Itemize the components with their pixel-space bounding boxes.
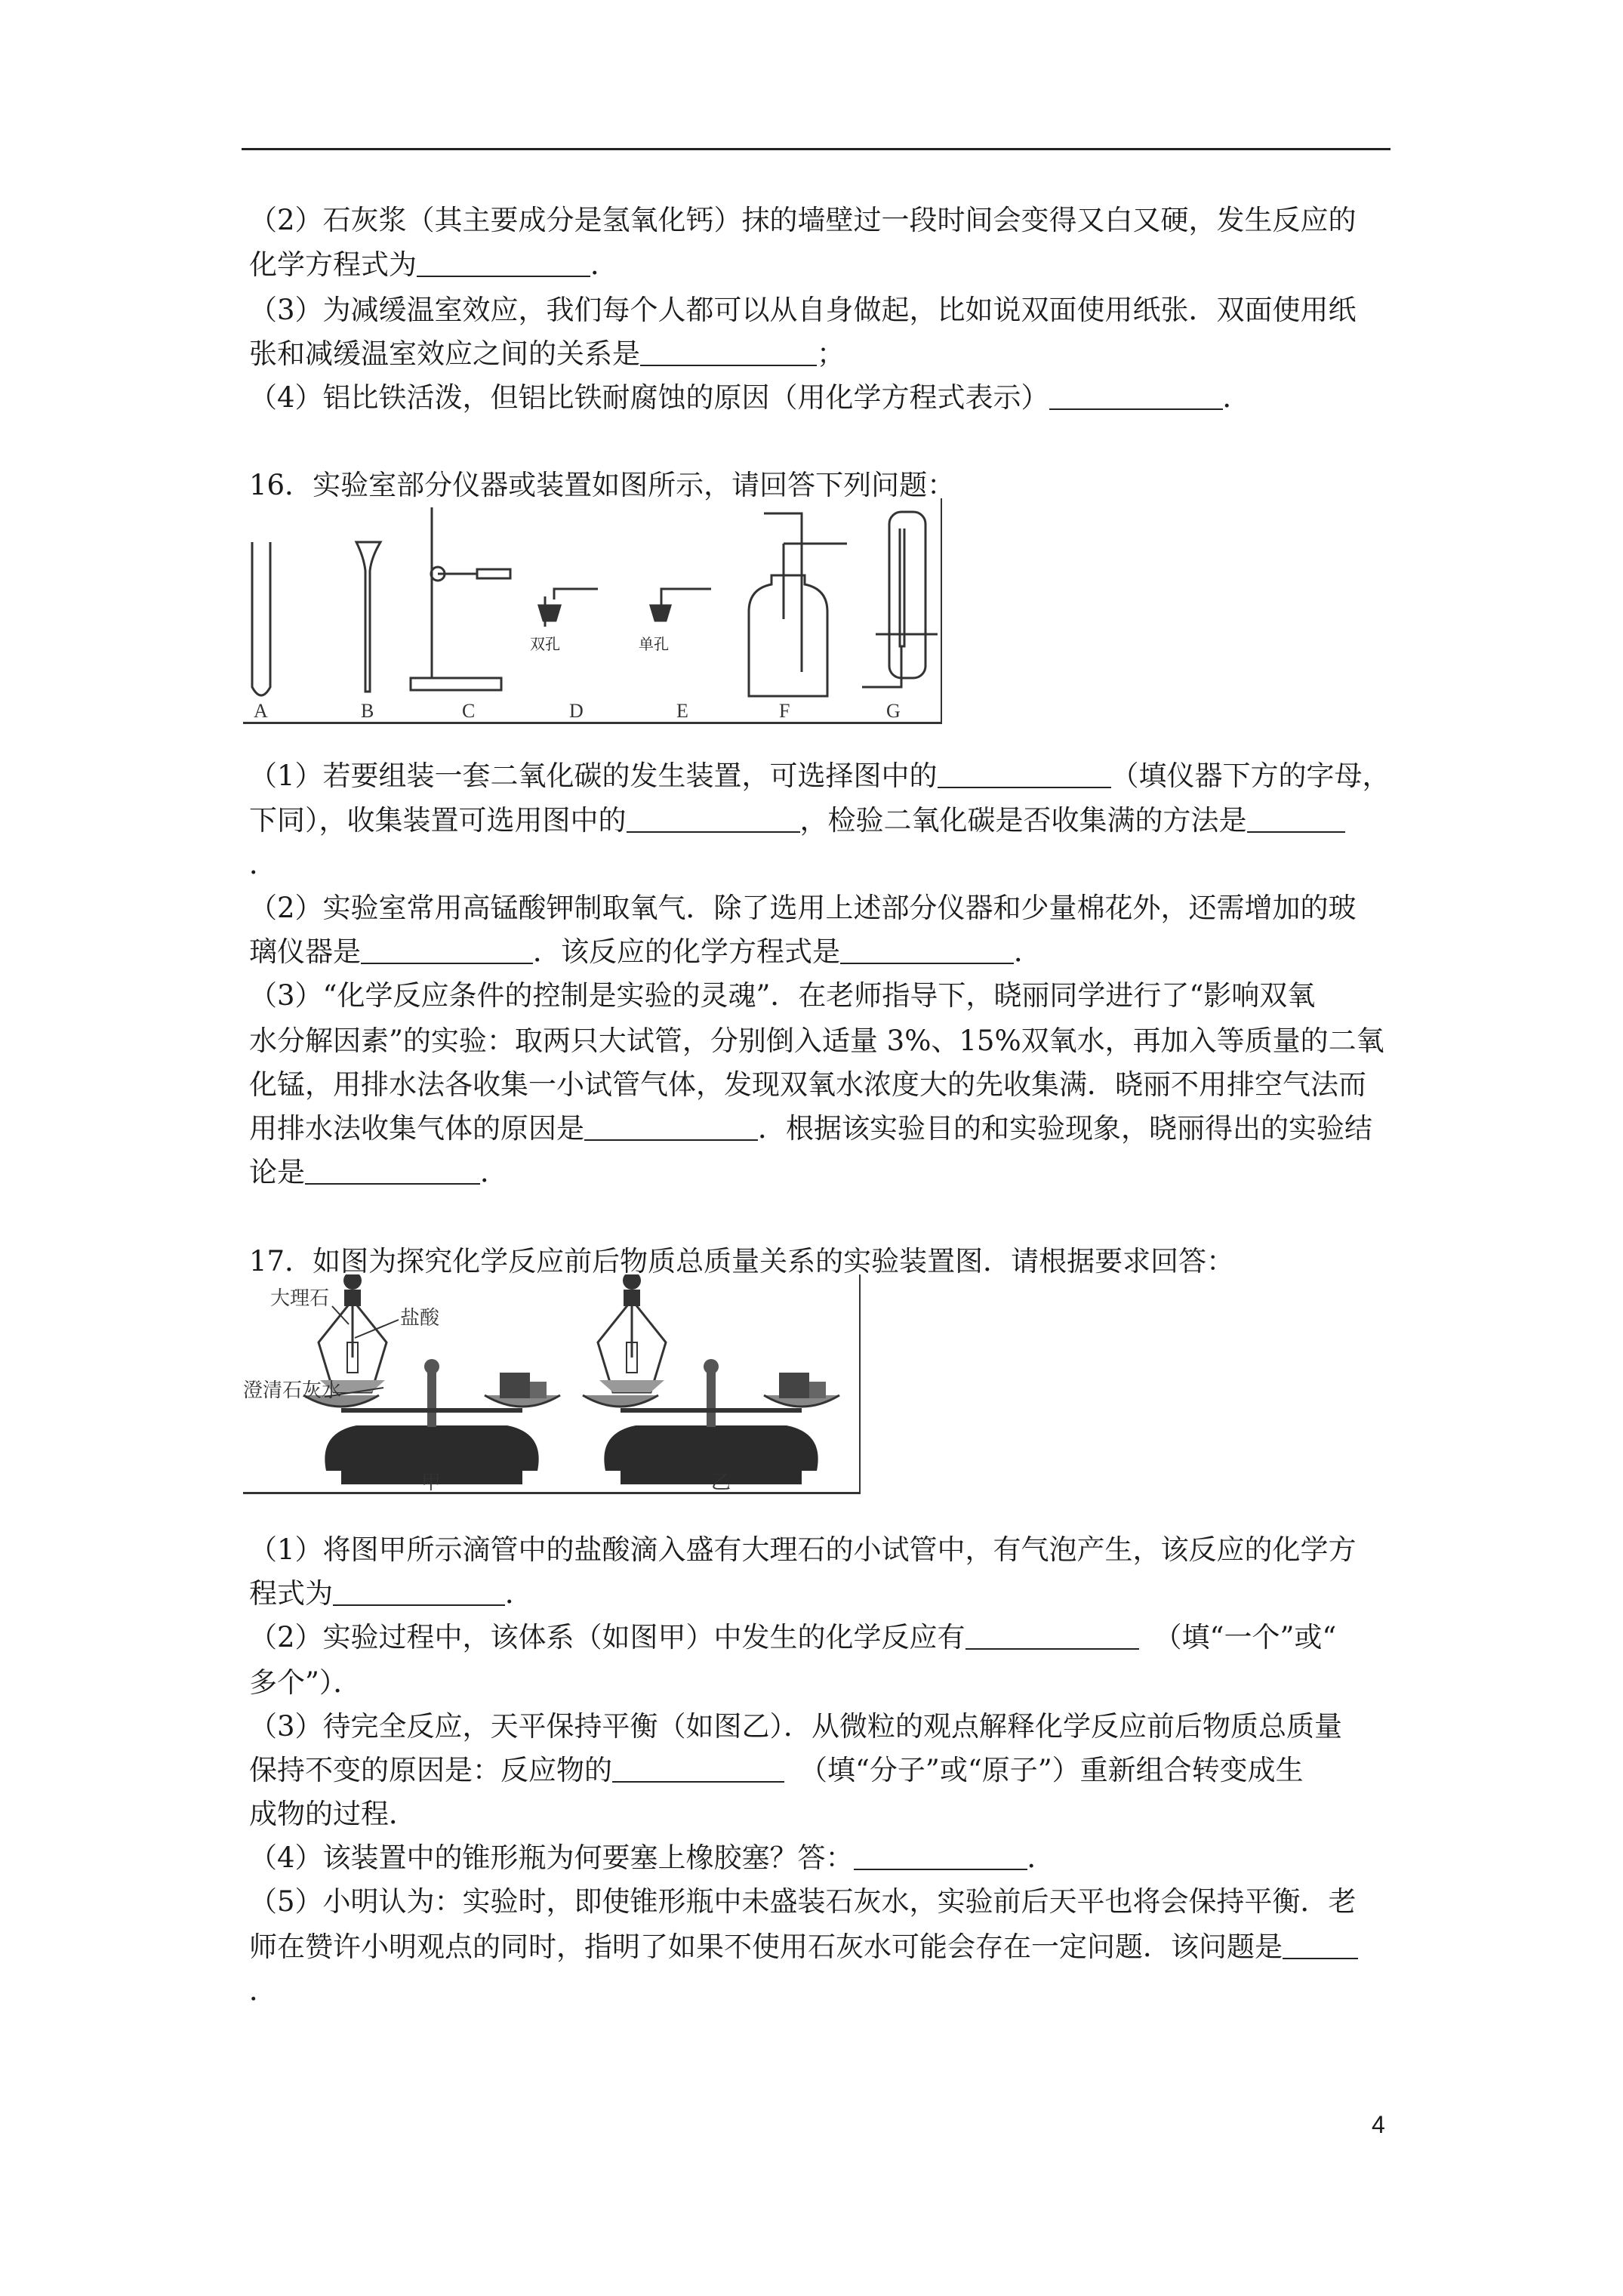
q17-text: （2）实验过程中，该体系（如图甲）中发生的化学反应有	[249, 1621, 965, 1653]
q17-line-3a: （3）待完全反应，天平保持平衡（如图乙）．从微粒的观点解释化学反应前后物质总质量	[249, 1710, 1343, 1743]
caption-yi: 乙	[711, 1472, 731, 1492]
apparatus-letter-a: A	[254, 700, 268, 722]
q17-line-5c: ．	[249, 1974, 277, 2007]
apparatus-letter-d: D	[569, 700, 584, 722]
q15-text: （4）铝比铁活泼，但铝比铁耐腐蚀的原因（用化学方程式表示）	[249, 381, 1049, 414]
answer-blank[interactable]	[305, 1160, 480, 1185]
e-stopper-tag: 单孔	[639, 635, 669, 653]
q17-text: 程式为	[249, 1577, 333, 1610]
answer-blank[interactable]	[1247, 809, 1345, 833]
q16-text: ，检验二氧化碳是否收集满的方法是	[799, 804, 1247, 837]
q17-line-1b: 程式为 ．	[249, 1577, 533, 1610]
q16-line-3d	[249, 1112, 1372, 1145]
q16-text: 用排水法收集气体的原因是	[249, 1112, 584, 1145]
single-hole-stopper-icon	[651, 589, 711, 621]
label-hcl: 盐酸	[400, 1307, 440, 1330]
q16-text: 下同），收集装置可选用图中的	[249, 804, 627, 837]
answer-blank[interactable]	[640, 342, 817, 366]
q16-text: （1）若要组装一套二氧化碳的发生装置，可选择图中的	[249, 760, 938, 792]
long-neck-funnel-icon	[356, 542, 380, 692]
q16-text: （填仪器下方的字母，	[1110, 760, 1390, 792]
q16-text: ．根据该实验目的和实验现象，晓丽得出的实验结	[758, 1112, 1372, 1145]
q17-text: （4）该装置中的锥形瓶为何要塞上橡胶塞？答：	[249, 1841, 854, 1874]
q16-line-2b: 璃仪器是 ．该反应的化学方程式是 ．	[249, 935, 1042, 968]
q17-line-2a	[249, 1623, 1336, 1651]
q15-line-4: （4）铝比铁活泼，但铝比铁耐腐蚀的原因（用化学方程式表示） ．	[249, 381, 1251, 414]
apparatus-letter-f: F	[779, 700, 790, 722]
q17-line-5a: （5）小明认为：实验时，即使锥形瓶中未盛装石灰水，实验前后天平也将会保持平衡．老	[249, 1885, 1357, 1918]
q15-text: 张和减缓温室效应之间的关系是	[249, 337, 640, 370]
q16-text: 论是	[249, 1156, 305, 1188]
q17-line-5b	[249, 1933, 1358, 1961]
q16-text: ．该反应的化学方程式是	[533, 935, 840, 968]
double-hole-stopper-icon	[539, 589, 598, 627]
q15-line-2b: 化学方程式为 ．	[249, 248, 618, 281]
q17-text: （填“一个”或“	[1153, 1621, 1337, 1653]
q17-balance-figure	[243, 1274, 861, 1494]
q17-title: 17．如图为探究化学反应前后物质总质量关系的实验装置图．请根据要求回答：	[249, 1245, 1235, 1277]
q16-line-1c: ．	[249, 848, 277, 880]
q17-line-3b	[249, 1756, 1304, 1784]
answer-blank[interactable]	[361, 940, 533, 964]
page-number: 4	[1372, 2111, 1385, 2138]
q17-line-4: （4）该装置中的锥形瓶为何要塞上橡胶塞？答： ．	[249, 1841, 1055, 1874]
apparatus-letter-c: C	[462, 700, 476, 722]
q15-line-2a: （2）石灰浆（其主要成分是氢氧化钙）抹的墙壁过一段时间会变得又白又硬，发生反应的	[249, 204, 1357, 236]
answer-blank[interactable]	[965, 1626, 1139, 1650]
apparatus-letter-b: B	[361, 700, 374, 722]
gas-washing-bottle-icon	[749, 513, 847, 696]
label-limewater: 澄清石灰水	[243, 1379, 342, 1402]
answer-blank[interactable]	[612, 1758, 784, 1783]
q16-line-3a: （3）“化学反应条件的控制是实验的灵魂”．在老师指导下，晓丽同学进行了“影响双氧	[249, 979, 1316, 1012]
q16-line-1a	[249, 762, 1390, 790]
q15-text: 化学方程式为	[249, 248, 417, 281]
q17-line-2b: 多个”）．	[249, 1666, 362, 1699]
apparatus-letter-e: E	[676, 700, 688, 722]
q16-line-3b: 水分解因素”的实验：取两只大试管，分别倒入适量 3%、15%双氧水，再加入等质量的二氧	[249, 1025, 1384, 1057]
q16-line-3e: 论是 ．	[249, 1156, 508, 1188]
q16-apparatus-figure	[243, 498, 942, 724]
answer-blank[interactable]	[333, 1582, 505, 1606]
q17-text: （填“分子”或“原子”）重新组合转变成生	[799, 1754, 1304, 1786]
answer-blank[interactable]	[1283, 1935, 1358, 1959]
leader-line-hcl	[355, 1320, 399, 1338]
q16-line-3c: 化锰，用排水法各收集一小试管气体，发现双氧水浓度大的先收集满．晓丽不用排空气法而	[249, 1068, 1366, 1101]
q16-text: 璃仪器是	[249, 935, 361, 968]
q15-line-3b: 张和减缓温室效应之间的关系是 ；	[249, 337, 845, 370]
answer-blank[interactable]	[584, 1117, 758, 1141]
answer-blank[interactable]	[840, 940, 1014, 964]
apparatus-letter-g: G	[886, 700, 901, 722]
answer-blank[interactable]	[938, 764, 1111, 788]
answer-blank[interactable]	[854, 1846, 1027, 1870]
answer-blank[interactable]	[1049, 386, 1223, 410]
q16-line-1b	[249, 804, 1345, 837]
q16-line-2a: （2）实验室常用高锰酸钾制取氧气．除了选用上述部分仪器和少量棉花外，还需增加的玻	[249, 892, 1357, 924]
header-rule	[242, 148, 1390, 150]
q15-line-3a: （3）为减缓温室效应，我们每个人都可以从自身做起，比如说双面使用纸张．双面使用纸	[249, 294, 1357, 326]
label-marble: 大理石	[270, 1287, 330, 1310]
q16-title: 16．实验室部分仪器或装置如图所示，请回答下列问题：	[249, 469, 956, 501]
answer-blank[interactable]	[417, 253, 590, 277]
iron-stand-icon	[411, 507, 510, 690]
q17-line-1a: （1）将图甲所示滴管中的盐酸滴入盛有大理石的小试管中，有气泡产生，该反应的化学方	[249, 1533, 1357, 1566]
caption-jia: 甲	[421, 1472, 442, 1492]
q17-text: 师在赞许小明观点的同时，指明了如果不使用石灰水可能会存在一定问题．该问题是	[249, 1931, 1283, 1963]
d-stopper-tag: 双孔	[530, 635, 560, 653]
test-tube-icon	[252, 542, 270, 695]
gas-collection-apparatus-icon	[862, 512, 938, 687]
answer-blank[interactable]	[627, 809, 800, 833]
q17-text: 保持不变的原因是：反应物的	[249, 1754, 612, 1786]
q17-line-3c: 成物的过程．	[249, 1798, 417, 1830]
